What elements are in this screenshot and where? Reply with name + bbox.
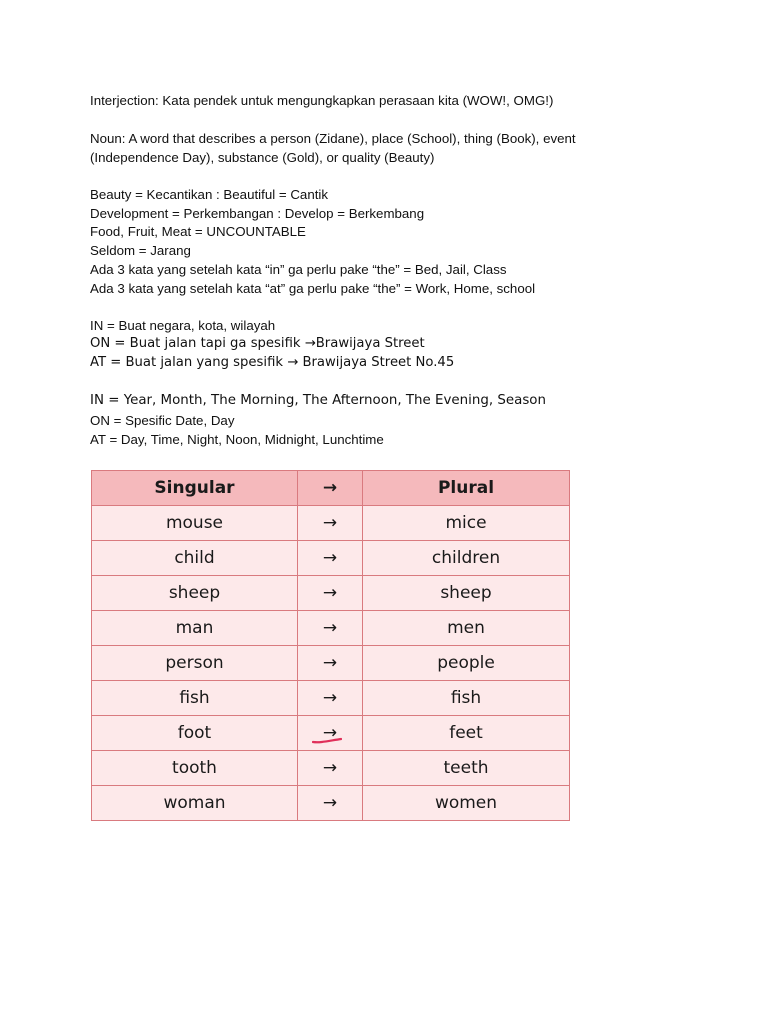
table-row <box>92 506 570 541</box>
plural-cell: women <box>363 786 570 821</box>
singular-cell: man <box>92 611 298 646</box>
plural-cell: fish <box>363 681 570 716</box>
plural-cell: feet <box>363 716 570 751</box>
table-row <box>92 576 570 611</box>
noun-line-2: (Independence Day), substance (Gold), or quality (Beauty) <box>90 150 435 165</box>
arrow-cell: → <box>298 611 363 646</box>
plural-cell: mice <box>363 506 570 541</box>
interjection-line: Interjection: Kata pendek untuk mengungkapkan perasaan kita (WOW!, OMG!) <box>90 93 554 108</box>
singular-cell: fish <box>92 681 298 716</box>
table-row <box>92 681 570 716</box>
header-singular: Singular <box>92 471 298 506</box>
beauty-line: Beauty = Kecantikan : Beautiful = Cantik <box>90 187 329 202</box>
arrow-cell: → <box>298 786 363 821</box>
plural-cell: men <box>363 611 570 646</box>
table-row <box>92 716 570 751</box>
in-place-line: IN = Buat negara, kota, wilayah <box>90 318 276 333</box>
plural-cell: children <box>363 541 570 576</box>
singular-cell: child <box>92 541 298 576</box>
plural-cell: people <box>363 646 570 681</box>
pen-mark-icon <box>312 737 342 745</box>
header-arrow: → <box>298 471 363 506</box>
singular-cell: foot <box>92 716 298 751</box>
arrow-cell: → <box>298 751 363 786</box>
singular-cell: mouse <box>92 506 298 541</box>
at-no-the-line: Ada 3 kata yang setelah kata “at” ga perlu pake “the” = Work, Home, school <box>90 281 536 296</box>
at-time-line: AT = Day, Time, Night, Noon, Midnight, Lunchtime <box>90 432 384 447</box>
singular-cell: person <box>92 646 298 681</box>
arrow-cell: → <box>298 646 363 681</box>
arrow-glyph: → <box>322 723 338 743</box>
header-plural: Plural <box>363 471 570 506</box>
table-row <box>92 646 570 681</box>
singular-plural-table <box>91 470 570 821</box>
uncountable-line: Food, Fruit, Meat = UNCOUNTABLE <box>90 224 306 239</box>
table-row <box>92 541 570 576</box>
singular-cell: sheep <box>92 576 298 611</box>
table-row <box>92 751 570 786</box>
arrow-cell: → <box>298 541 363 576</box>
noun-line-1: Noun: A word that describes a person (Zidane), place (School), thing (Book), event <box>90 131 576 146</box>
on-place-line: ON = Buat jalan tapi ga spesifik →Brawijaya Street <box>90 336 425 351</box>
arrow-cell: → <box>298 576 363 611</box>
in-time-line: IN = Year, Month, The Morning, The Afternoon, The Evening, Season <box>90 393 546 408</box>
seldom-line: Seldom = Jarang <box>90 243 191 258</box>
in-no-the-line: Ada 3 kata yang setelah kata “in” ga perlu pake “the” = Bed, Jail, Class <box>90 262 507 277</box>
arrow-cell: → <box>298 506 363 541</box>
at-place-line: AT = Buat jalan yang spesifik → Brawijaya Street No.45 <box>90 355 455 370</box>
singular-cell: tooth <box>92 751 298 786</box>
on-time-line: ON = Spesific Date, Day <box>90 413 235 428</box>
table-row <box>92 611 570 646</box>
development-line: Development = Perkembangan : Develop = Berkembang <box>90 206 425 221</box>
singular-cell: woman <box>92 786 298 821</box>
plural-cell: sheep <box>363 576 570 611</box>
arrow-cell-with-pen-mark <box>298 716 363 751</box>
plural-cell: teeth <box>363 751 570 786</box>
table-header-row <box>92 471 570 506</box>
arrow-cell: → <box>298 681 363 716</box>
table-row <box>92 786 570 821</box>
